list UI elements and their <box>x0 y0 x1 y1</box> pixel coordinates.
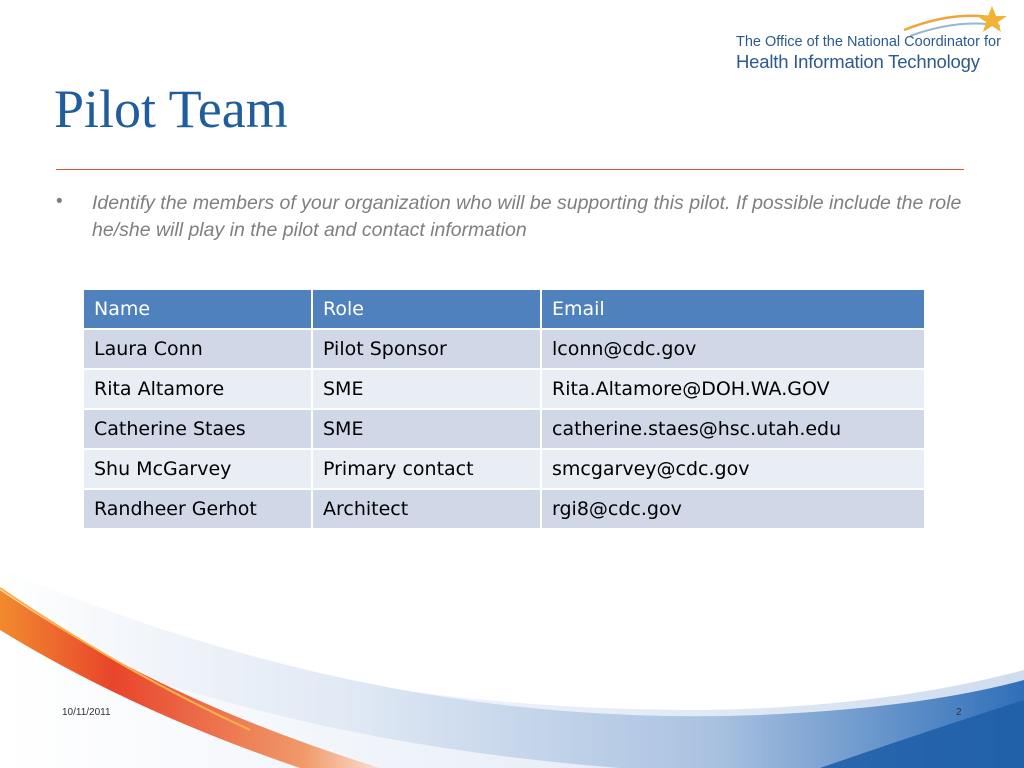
cell-email: rgi8@cdc.gov <box>541 489 925 529</box>
slide-title: Pilot Team <box>54 79 288 139</box>
bullet-text: Identify the members of your organization who will be supporting this pilot. If possible include the role he/she will play in the pilot and contact information <box>92 192 962 241</box>
table-header-row <box>83 289 925 329</box>
table-row <box>83 489 925 529</box>
table-row <box>83 369 925 409</box>
cell-email: Rita.Altamore@DOH.WA.GOV <box>541 369 925 409</box>
footer-date: 10/11/2011 <box>62 707 111 718</box>
bullet-icon: • <box>56 191 63 212</box>
logo-line2: Health Information Technology <box>736 51 980 72</box>
header-name: Name <box>83 289 312 329</box>
table-row <box>83 449 925 489</box>
decorative-waves <box>0 560 1024 768</box>
cell-role: Pilot Sponsor <box>312 329 541 369</box>
page-number: 2 <box>956 707 962 718</box>
table-row <box>83 409 925 449</box>
cell-name: Catherine Staes <box>83 409 312 449</box>
cell-name: Shu McGarvey <box>83 449 312 489</box>
table-row <box>83 329 925 369</box>
cell-name: Randheer Gerhot <box>83 489 312 529</box>
title-divider <box>56 169 964 170</box>
cell-name: Rita Altamore <box>83 369 312 409</box>
cell-email: lconn@cdc.gov <box>541 329 925 369</box>
cell-email: smcgarvey@cdc.gov <box>541 449 925 489</box>
cell-role: SME <box>312 369 541 409</box>
pilot-team-table <box>82 288 926 530</box>
logo-line1: The Office of the National Coordinator for <box>736 34 1001 50</box>
cell-name: Laura Conn <box>83 329 312 369</box>
onc-logo <box>724 6 1014 76</box>
header-role: Role <box>312 289 541 329</box>
cell-role: Primary contact <box>312 449 541 489</box>
header-email: Email <box>541 289 925 329</box>
cell-email: catherine.staes@hsc.utah.edu <box>541 409 925 449</box>
cell-role: Architect <box>312 489 541 529</box>
cell-role: SME <box>312 409 541 449</box>
